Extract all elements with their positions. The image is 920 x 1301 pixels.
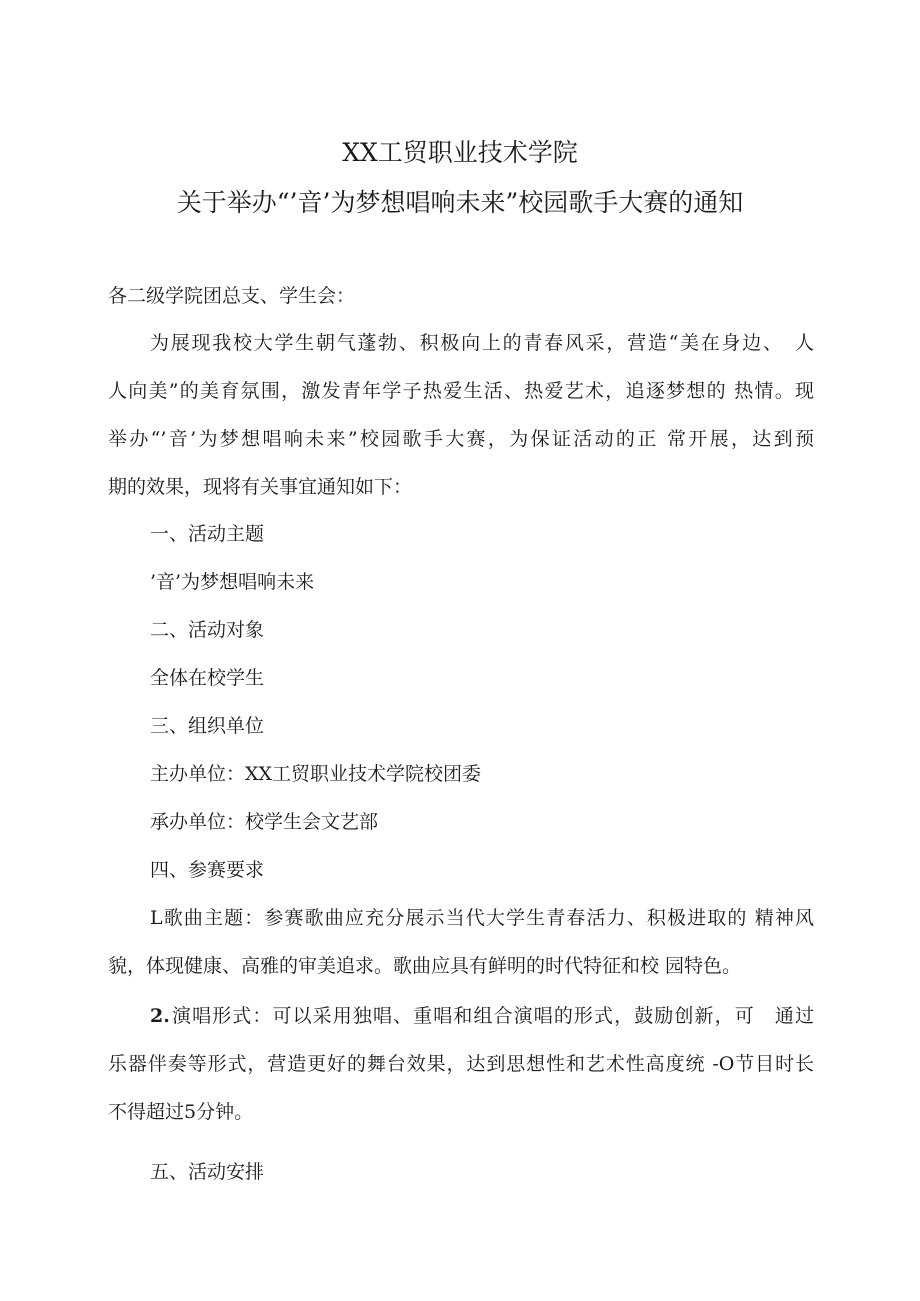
section-4-heading: 四、参赛要求 — [150, 859, 265, 881]
section-5-heading: 五、活动安排 — [150, 1161, 265, 1183]
organizer-line: 主办单位：XX工贸职业技术学院校团委 — [150, 763, 482, 785]
section-1-heading: 一、活动主题 — [150, 523, 265, 545]
school-name-title: XX工贸职业技术学院 — [342, 138, 578, 167]
intro-line-3: 举办“’音’为梦想唱响未来”校园歌手大赛，为保证活动的正 常开展，达到预 — [108, 428, 814, 450]
requirement-2-line-2: 乐器伴奏等形式，营造更好的舞台效果，达到思想性和艺术性高度统 -O节目时长 — [108, 1053, 814, 1075]
section-2-content: 全体在校学生 — [150, 667, 265, 689]
section-2-heading: 二、活动对象 — [150, 619, 265, 641]
requirement-2-number: 2. — [150, 1005, 170, 1027]
requirement-2-line-1: 演唱形式：可以采用独唱、重唱和组合演唱的形式，鼓励创新，可 通过 — [172, 1005, 814, 1027]
requirement-1-line-2: 貌，体现健康、高雅的审美追求。歌曲应具有鲜明的时代特征和校 园特色。 — [108, 955, 742, 977]
requirement-1-line-1: L歌曲主题：参赛歌曲应充分展示当代大学生青春活力、积极进取的 精神风 — [150, 907, 814, 929]
requirement-2-line-3: 不得超过5分钟。 — [108, 1101, 254, 1123]
intro-line-2: 人向美”的美育氛围，激发青年学子热爱生活、热爱艺术，追逐梦想的 热情。现 — [108, 380, 814, 402]
salutation: 各二级学院团总支、学生会： — [108, 285, 356, 307]
section-3-heading: 三、组织单位 — [150, 715, 265, 737]
co-organizer-line: 承办单位：校学生会文艺部 — [150, 811, 379, 833]
notice-title: 关于举办“’音’为梦想唱响未来”校园歌手大赛的通知 — [176, 188, 744, 217]
section-1-content: ’音’为梦想唱响未来 — [150, 571, 315, 593]
intro-line-4: 期的效果，现将有关事宜通知如下： — [108, 476, 413, 498]
intro-line-1: 为展现我校大学生朝气蓬勃、积极向上的青春风采，营造“美在身边、 人 — [150, 332, 814, 354]
